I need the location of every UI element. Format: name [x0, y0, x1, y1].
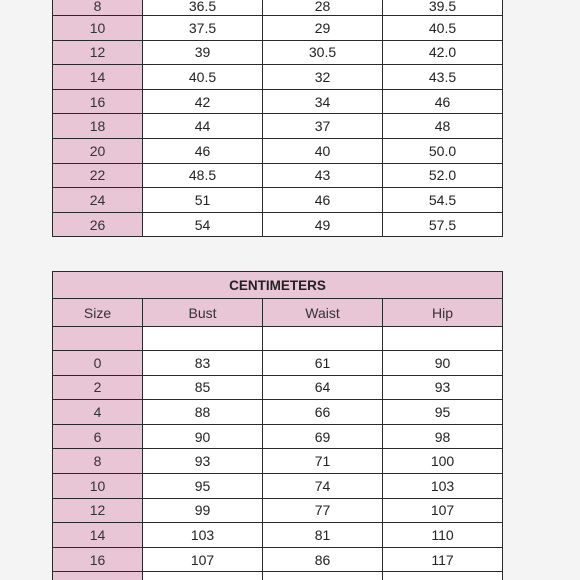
bust-cell: 36.5: [143, 0, 263, 16]
waist-cell: 40: [263, 138, 383, 163]
blank-row: [53, 327, 503, 351]
waist-cell: 29: [263, 16, 383, 41]
bust-cell: 40.5: [143, 65, 263, 90]
table-row: [53, 547, 503, 572]
table-title: CENTIMETERS: [53, 272, 503, 299]
size-cell: 22: [53, 163, 143, 188]
table-row: [53, 375, 503, 400]
size-cell: 14: [53, 65, 143, 90]
waist-cell: 71: [263, 449, 383, 474]
size-cell: 4: [53, 400, 143, 425]
inches-table-body: [53, 0, 503, 237]
hip-cell: 52.0: [383, 163, 503, 188]
waist-cell: 30.5: [263, 40, 383, 65]
table-row: [53, 424, 503, 449]
hip-cell: 43.5: [383, 65, 503, 90]
waist-cell: 37: [263, 114, 383, 139]
size-cell: [53, 327, 143, 351]
table-row: [53, 212, 503, 237]
hip-cell: [383, 572, 503, 580]
hip-cell: 50.0: [383, 138, 503, 163]
waist-cell: 32: [263, 65, 383, 90]
bust-cell: 103: [143, 523, 263, 548]
waist-cell: 81: [263, 523, 383, 548]
bust-cell: 93: [143, 449, 263, 474]
waist-column-header: Waist: [263, 299, 383, 327]
bust-cell: 85: [143, 375, 263, 400]
size-cell: 16: [53, 89, 143, 114]
size-cell: 26: [53, 212, 143, 237]
bust-column-header: Bust: [143, 299, 263, 327]
inches-size-table: [52, 0, 503, 237]
hip-cell: 110: [383, 523, 503, 548]
size-cell: 8: [53, 0, 143, 16]
bust-cell: 107: [143, 547, 263, 572]
table-row: [53, 138, 503, 163]
size-cell: 6: [53, 424, 143, 449]
table-row: [53, 163, 503, 188]
cm-table-body: [53, 327, 503, 580]
table-row: [53, 114, 503, 139]
bust-cell: [143, 572, 263, 580]
bust-cell: 54: [143, 212, 263, 237]
centimeters-size-table: [52, 271, 503, 580]
bust-cell: 46: [143, 138, 263, 163]
table-row: [53, 89, 503, 114]
table-row: [53, 40, 503, 65]
hip-cell: 90: [383, 351, 503, 376]
waist-cell: 46: [263, 188, 383, 213]
table-row: [53, 188, 503, 213]
table-row: [53, 16, 503, 41]
hip-cell: 98: [383, 424, 503, 449]
table-row: [53, 351, 503, 376]
table-row: [53, 523, 503, 548]
hip-cell: 39.5: [383, 0, 503, 16]
hip-cell: 93: [383, 375, 503, 400]
bust-cell: 51: [143, 188, 263, 213]
hip-cell: 107: [383, 498, 503, 523]
size-cell: 10: [53, 473, 143, 498]
bust-cell: 39: [143, 40, 263, 65]
waist-cell: 28: [263, 0, 383, 16]
size-cell: 8: [53, 449, 143, 474]
bust-cell: 88: [143, 400, 263, 425]
table-row: [53, 473, 503, 498]
hip-column-header: Hip: [383, 299, 503, 327]
hip-cell: 103: [383, 473, 503, 498]
bust-cell: [143, 327, 263, 351]
hip-cell: 46: [383, 89, 503, 114]
hip-cell: [383, 327, 503, 351]
waist-cell: 86: [263, 547, 383, 572]
waist-cell: [263, 327, 383, 351]
waist-cell: 66: [263, 400, 383, 425]
size-cell: 18: [53, 114, 143, 139]
waist-cell: 74: [263, 473, 383, 498]
waist-cell: 69: [263, 424, 383, 449]
size-cell: 20: [53, 138, 143, 163]
size-column-header: Size: [53, 299, 143, 327]
hip-cell: 40.5: [383, 16, 503, 41]
table-row: [53, 0, 503, 16]
bust-cell: 42: [143, 89, 263, 114]
table-row-partial: [53, 572, 503, 580]
size-cell: 2: [53, 375, 143, 400]
hip-cell: 57.5: [383, 212, 503, 237]
cm-table-head: [53, 272, 503, 327]
bust-cell: 44: [143, 114, 263, 139]
hip-cell: 117: [383, 547, 503, 572]
table-title-row: [53, 272, 503, 299]
waist-cell: 43: [263, 163, 383, 188]
size-cell: 0: [53, 351, 143, 376]
waist-cell: 34: [263, 89, 383, 114]
waist-cell: [263, 572, 383, 580]
size-cell: 24: [53, 188, 143, 213]
table-row: [53, 449, 503, 474]
bust-cell: 95: [143, 473, 263, 498]
hip-cell: 95: [383, 400, 503, 425]
bust-cell: 37.5: [143, 16, 263, 41]
table-row: [53, 400, 503, 425]
waist-cell: 64: [263, 375, 383, 400]
size-cell: 16: [53, 547, 143, 572]
table-row: [53, 65, 503, 90]
size-cell: 10: [53, 16, 143, 41]
size-cell: 12: [53, 498, 143, 523]
hip-cell: 42.0: [383, 40, 503, 65]
bust-cell: 48.5: [143, 163, 263, 188]
size-cell: 14: [53, 523, 143, 548]
bust-cell: 90: [143, 424, 263, 449]
bust-cell: 99: [143, 498, 263, 523]
size-cell: [53, 572, 143, 580]
waist-cell: 61: [263, 351, 383, 376]
hip-cell: 100: [383, 449, 503, 474]
bust-cell: 83: [143, 351, 263, 376]
table-row: [53, 498, 503, 523]
waist-cell: 77: [263, 498, 383, 523]
column-header-row: [53, 299, 503, 327]
hip-cell: 48: [383, 114, 503, 139]
waist-cell: 49: [263, 212, 383, 237]
hip-cell: 54.5: [383, 188, 503, 213]
size-cell: 12: [53, 40, 143, 65]
